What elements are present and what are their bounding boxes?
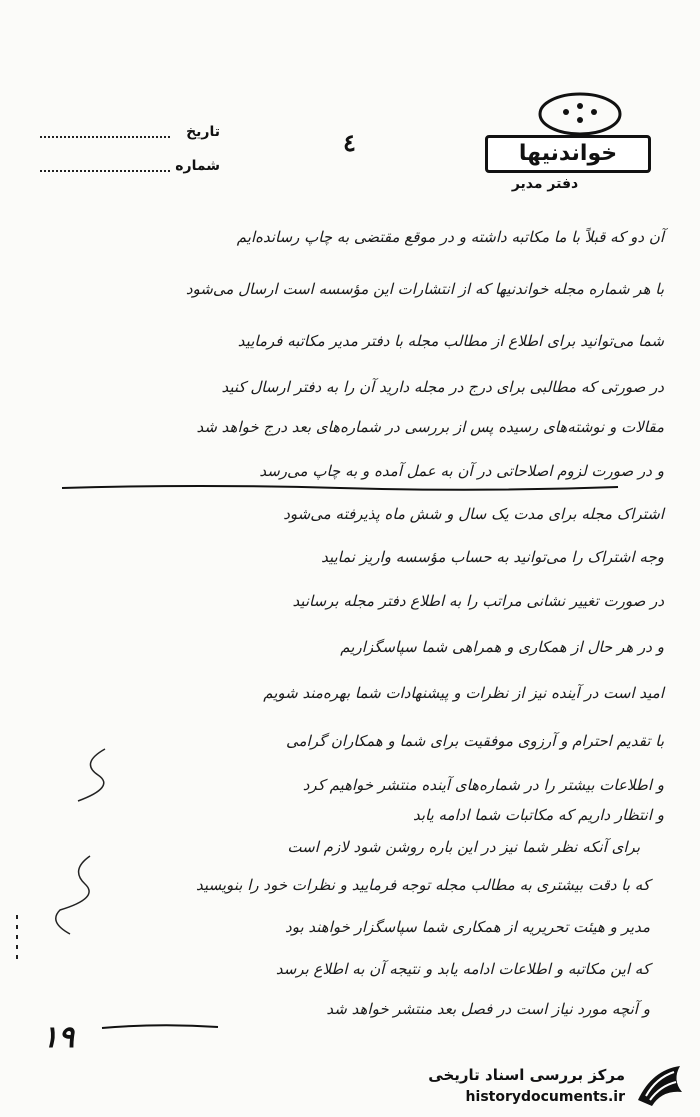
archive-watermark xyxy=(405,1058,695,1114)
office-label: دفتر مدیر xyxy=(511,176,579,192)
number-label: شماره xyxy=(175,158,220,174)
handwritten-line: آن دو که قبلاً با ما مکاتبه داشته و در موقع مقتضی به چاپ رسانده‌ایم xyxy=(236,228,664,246)
date-label: تاریخ xyxy=(186,124,220,140)
handwritten-line: در صورت تغییر نشانی مراتب را به اطلاع دفتر مجله برسانید xyxy=(292,592,664,610)
margin-scribble-mark xyxy=(30,850,100,940)
magazine-logo: خواندنیها xyxy=(485,135,651,173)
handwritten-line-lower: مدیر و هیئت تحریریه از همکاری شما سپاسگزار خواهند بود xyxy=(285,918,650,936)
handwritten-line: مقالات و نوشته‌های رسیده پس از بررسی در شماره‌های بعد درج خواهد شد xyxy=(196,418,664,436)
handwritten-line: امید است در آینده نیز از نظرات و پیشنهادات شما بهره‌مند شویم xyxy=(263,684,664,702)
bottom-underline-mark xyxy=(100,1022,220,1032)
underline-mark xyxy=(60,482,620,494)
handwritten-line: و انتظار داریم که مکاتبات شما ادامه یابد xyxy=(412,806,664,824)
handwritten-line-lower: که با دقت بیشتری به مطالب مجله توجه فرمایید و نظرات خود را بنویسید xyxy=(196,876,650,894)
archive-url: historydocuments.ir xyxy=(465,1089,625,1105)
handwritten-line: و اطلاعات بیشتر را در شماره‌های آینده منتشر خواهیم کرد xyxy=(302,776,664,794)
date-dotted-line xyxy=(40,136,170,138)
margin-scribble-mark xyxy=(70,745,110,805)
date-field xyxy=(40,124,220,142)
handwritten-line: در صورتی که مطالبی برای درج در مجله دارید آن را به دفتر ارسال کنید xyxy=(221,378,664,396)
archive-logo-icon xyxy=(632,1060,690,1112)
page-footer-number: ١٩ xyxy=(42,1020,75,1055)
handwritten-line: با تقدیم احترام و آرزوی موفقیت برای شما و همکاران گرامی xyxy=(286,732,664,750)
handwritten-line-lower: و آنچه مورد نیاز است در فصل بعد منتشر خواهد شد xyxy=(326,1000,650,1018)
margin-tick-mark xyxy=(14,915,20,965)
handwritten-line: وجه اشتراک را می‌توانید به حساب مؤسسه واریز نمایید xyxy=(321,548,664,566)
handwritten-line: و در صورت لزوم اصلاحاتی در آن به عمل آمده و به چاپ می‌رسد xyxy=(259,462,664,480)
handwritten-line: و در هر حال از همکاری و همراهی شما سپاسگزاریم xyxy=(340,638,664,656)
archive-name: مرکز بررسی اسناد تاریخی xyxy=(428,1066,625,1084)
handwritten-line-lower: که این مکاتبه و اطلاعات ادامه یابد و نتیجه آن به اطلاع برسد xyxy=(275,960,650,978)
number-field xyxy=(40,158,220,176)
page-number: ٤ xyxy=(343,128,356,157)
number-dotted-line xyxy=(40,170,170,172)
handwritten-line-lower: برای آنکه نظر شما نیز در این باره روشن شود لازم است xyxy=(287,838,640,856)
handwritten-line: با هر شماره مجله خواندنیها که از انتشارات این مؤسسه است ارسال می‌شود xyxy=(185,280,664,298)
handwritten-line: شما می‌توانید برای اطلاع از مطالب مجله با دفتر مدیر مکاتبه فرمایید xyxy=(237,332,664,350)
handwritten-line: اشتراک مجله برای مدت یک سال و شش ماه پذیرفته می‌شود xyxy=(283,505,664,523)
